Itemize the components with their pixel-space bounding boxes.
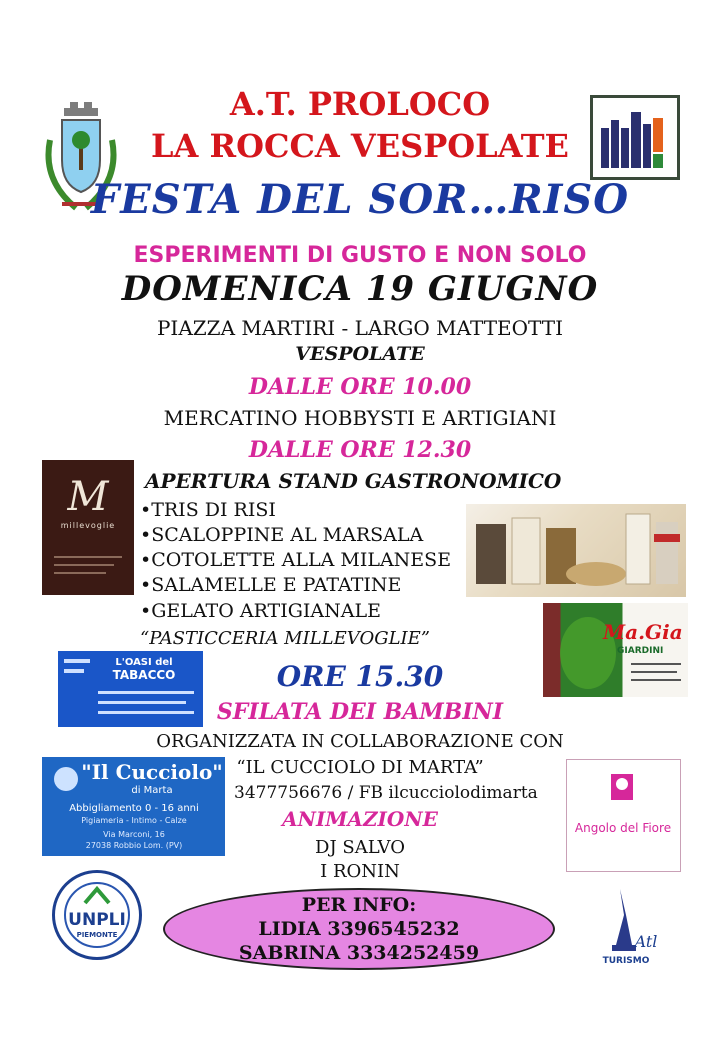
oasi-label-2: TABACCO — [112, 668, 176, 682]
event-1: MERCATINO HOBBYSTI E ARTIGIANI — [163, 406, 557, 430]
animation-title: ANIMAZIONE — [282, 807, 438, 831]
time-1: DALLE ORE 10.00 — [248, 374, 472, 400]
organizer-line-1: A.T. PROLOCO — [229, 85, 491, 123]
rice-products-photo — [466, 504, 686, 597]
atl-sub: TURISMO — [602, 956, 650, 966]
millevoglie-logo — [42, 460, 134, 595]
magia-sub: GIARDINI — [617, 646, 664, 656]
time-2: DALLE ORE 12.30 — [248, 437, 472, 463]
event-3: SFILATA DEI BAMBINI — [216, 699, 504, 725]
unpli-logo — [52, 870, 142, 960]
pasticceria-name: “PASTICCERIA MILLEVOGLIE” — [140, 628, 430, 649]
cucciolo-logo — [42, 757, 225, 856]
cucciolo-line-3: Via Marconi, 16 — [103, 830, 165, 839]
event-place: PIAZZA MARTIRI - LARGO MATTEOTTI — [156, 316, 564, 340]
magia-label: Ma.Gia — [603, 620, 683, 644]
time-3: ORE 15.30 — [276, 660, 444, 693]
menu-item: •GELATO ARTIGIANALE — [140, 600, 381, 622]
organizer-line-2: LA ROCCA VESPOLATE — [151, 127, 569, 165]
atl-label: Atl — [634, 932, 658, 951]
cucciolo-name: "Il Cucciolo" — [81, 760, 223, 784]
info-contact: SABRINA 3334252459 — [238, 942, 480, 964]
angolo-del-fiore-logo — [566, 759, 681, 872]
cucciolo-sub: di Marta — [131, 785, 173, 796]
animator: I RONIN — [320, 861, 400, 882]
angolo-label: Angolo del Fiore — [574, 821, 672, 835]
info-contact: LIDIA 3396545232 — [258, 918, 460, 940]
menu-item: •SCALOPPINE AL MARSALA — [140, 524, 424, 546]
stand-title: APERTURA STAND GASTRONOMICO — [145, 469, 562, 493]
unpli-sub: PIEMONTE — [76, 931, 118, 939]
menu-item: •SALAMELLE E PATATINE — [140, 574, 402, 596]
animator: DJ SALVO — [315, 837, 405, 858]
partner-name: “IL CUCCIOLO DI MARTA” — [236, 757, 484, 778]
info-title: PER INFO: — [301, 894, 417, 916]
festival-subtitle: ESPERIMENTI DI GUSTO E NON SOLO — [133, 243, 587, 268]
event-date: DOMENICA 19 GIUGNO — [121, 269, 599, 309]
oasi-label-1: L'OASI del — [115, 657, 173, 668]
cucciolo-line-1: Abbigliamento 0 - 16 anni — [69, 803, 199, 814]
cucciolo-line-2: Pigiameria - Intimo - Calze — [81, 816, 187, 825]
event-town: VESPOLATE — [295, 343, 425, 365]
partner-contact: 3477756676 / FB ilcucciolodimarta — [234, 783, 538, 803]
info-box — [163, 888, 555, 970]
festival-title: FESTA DEL SOR…RISO — [90, 176, 630, 223]
atl-turismo-logo — [598, 885, 668, 970]
cucciolo-line-4: 27038 Robbio Lom. (PV) — [85, 841, 183, 850]
menu-item: •TRIS DI RISI — [140, 499, 276, 521]
menu-item: •COTOLETTE ALLA MILANESE — [140, 549, 452, 571]
unpli-label: UNPLI — [68, 910, 126, 930]
svg-text:M: M — [67, 474, 109, 520]
millevoglie-label: millevoglie — [60, 521, 116, 530]
organized-with: ORGANIZZATA IN COLLABORAZIONE CON — [156, 731, 564, 752]
